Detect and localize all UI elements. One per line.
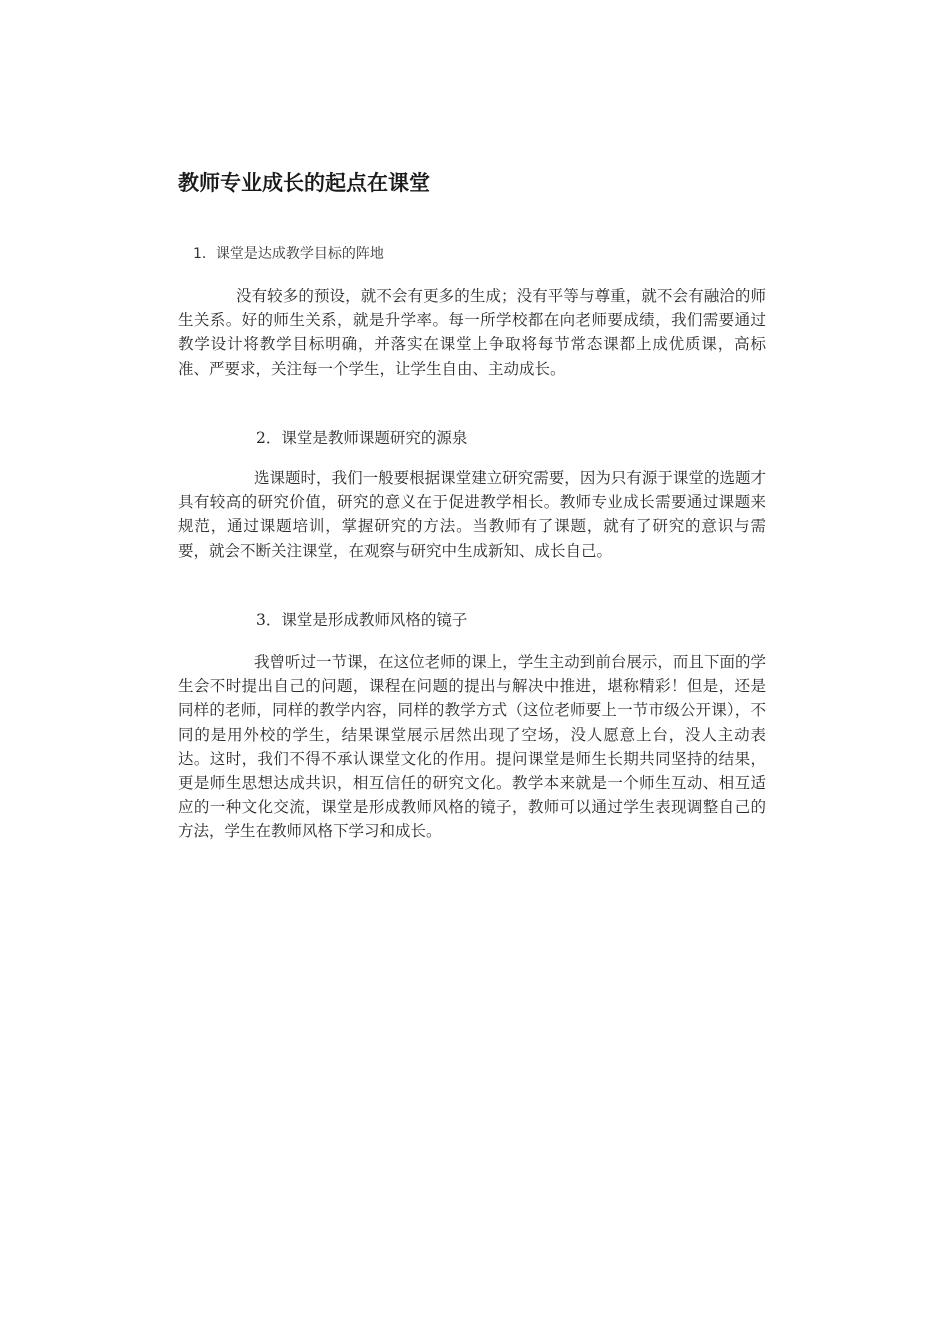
section-paragraph-2: 选课题时，我们一般要根据课堂建立研究需要，因为只有源于课堂的选题才具有较高的研究价值，研究的意义在于促进教学相长。教师专业成长需要通过课题来规范，通过课题培训，掌握研究的方法。当教师有了课题，就有了研究的意识与需要，就会不断关注课堂，在观察与研究中生成新知、成长自己。 bbox=[178, 469, 766, 560]
section-paragraph-1: 没有较多的预设，就不会有更多的生成；没有平等与尊重，就不会有融洽的师生关系。好的师生关系，就是升学率。每一所学校都在向老师要成绩，我们需要通过教学设计将教学目标明确，并落实在课堂上争取将每节常态课都上成优质课，高标准、严要求，关注每一个学生，让学生自由、主动成长。 bbox=[178, 287, 766, 378]
section-heading-1: 1．课堂是达成教学目标的阵地 bbox=[193, 246, 384, 262]
document-title: 教师专业成长的起点在课堂 bbox=[178, 171, 430, 195]
section-heading-2: 2．课堂是教师课题研究的源泉 bbox=[256, 429, 468, 447]
section-heading-3: 3．课堂是形成教师风格的镜子 bbox=[256, 611, 468, 629]
section-paragraph-3: 我曾听过一节课，在这位老师的课上，学生主动到前台展示，而且下面的学生会不时提出自己的问题，课程在问题的提出与解决中推进，堪称精彩！但是，还是同样的老师，同样的教学内容，同样的教学方式（这位老师要上一节市级公开课），不同的是用外校的学生，结果课堂展示居然出现了空场，没人愿意上台，没人主动表达。这时，我们不得不承认课堂文化的作用。提问课堂是师生长期共同坚持的结果，更是师生思想达成共识，相互信任的研究文化。教学本来就是一个师生互动、相互适应的一种文化交流，课堂是形成教师风格的镜子，教师可以通过学生表现调整自己的方法，学生在教师风格下学习和成长。 bbox=[178, 653, 766, 841]
